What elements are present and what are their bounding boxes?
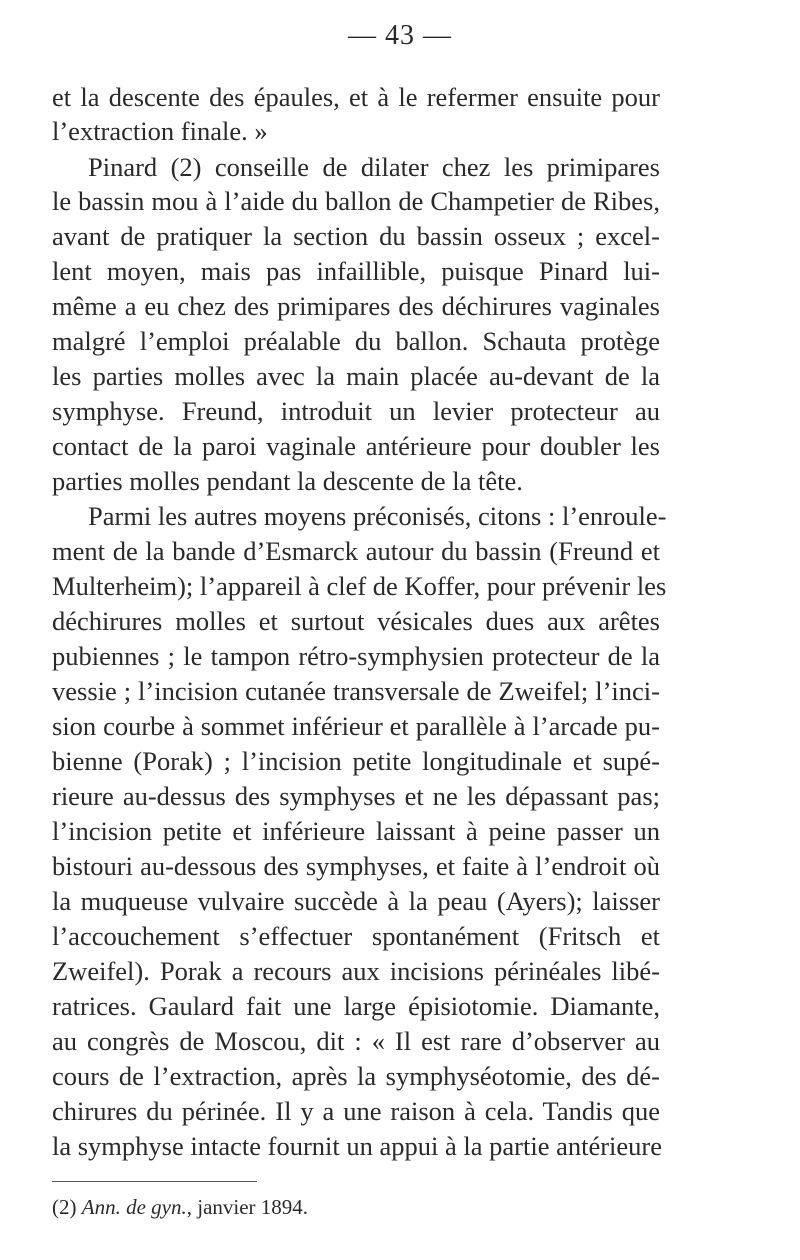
footnote-source: Ann. de gyn. xyxy=(81,1195,187,1219)
text-line: déchirures molles et surtout vésicales dues aux arêtes xyxy=(52,606,660,636)
text-line: Parmi les autres moyens préconisés, citons : l’enroule- xyxy=(88,501,667,531)
text-line: et la descente des épaules, et à le refermer ensuite pour xyxy=(52,82,660,112)
text-line: contact de la paroi vaginale antérieure pour doubler les xyxy=(52,431,660,461)
text-line: sion courbe à sommet inférieur et parallèle à l’arcade pu- xyxy=(52,711,660,741)
text-line: bienne (Porak) ; l’incision petite longitudinale et supé- xyxy=(52,746,660,776)
text-line: symphyse. Freund, introduit un levier protecteur au xyxy=(52,396,660,426)
text-line: la symphyse intacte fournit un appui à la partie antérieure xyxy=(52,1131,663,1161)
text-line: malgré l’emploi préalable du ballon. Schauta protège xyxy=(52,326,660,356)
text-line: ratrices. Gaulard fait une large épisiotomie. Diamante, xyxy=(52,991,660,1021)
footnote xyxy=(52,1193,308,1221)
text-line: cours de l’extraction, après la symphyséotomie, des dé- xyxy=(52,1061,660,1091)
text-line: les parties molles avec la main placée au-devant de la xyxy=(52,361,660,391)
page-number: — 43 — xyxy=(348,20,452,51)
text-line: chirures du périnée. Il y a une raison à cela. Tandis que xyxy=(52,1096,660,1126)
text-line: lent moyen, mais pas infaillible, puisque Pinard lui- xyxy=(52,256,660,286)
text-line: la muqueuse vulvaire succède à la peau (Ayers); laisser xyxy=(52,886,660,916)
text-line: l’extraction finale. » xyxy=(52,116,268,146)
text-line: rieure au-dessus des symphyses et ne les dépassant pas; xyxy=(52,781,660,811)
text-line: l’incision petite et inférieure laissant à peine passer un xyxy=(52,816,660,846)
text-line: bistouri au-dessous des symphyses, et faite à l’endroit où xyxy=(52,851,660,881)
footnote-divider xyxy=(52,1181,257,1182)
text-line: même a eu chez des primipares des déchirures vaginales xyxy=(52,291,660,321)
text-line: vessie ; l’incision cutanée transversale de Zweifel; l’inci- xyxy=(52,676,660,706)
text-line: Pinard (2) conseille de dilater chez les primipares xyxy=(88,152,660,182)
text-line: l’accouchement s’effectuer spontanément (Fritsch et xyxy=(52,921,660,951)
text-line: ment de la bande d’Esmarck autour du bassin (Freund et xyxy=(52,536,660,566)
text-line: avant de pratiquer la section du bassin osseux ; excel- xyxy=(52,221,660,251)
text-line: parties molles pendant la descente de la tête. xyxy=(52,466,523,496)
text-line: le bassin mou à l’aide du ballon de Champetier de Ribes, xyxy=(52,186,660,216)
text-line: pubiennes ; le tampon rétro-symphysien protecteur de la xyxy=(52,641,660,671)
footnote-rest: , janvier 1894. xyxy=(186,1195,309,1219)
footnote-marker: (2) xyxy=(52,1195,77,1219)
text-line: au congrès de Moscou, dit : « Il est rare d’observer au xyxy=(52,1026,660,1056)
text-line: Zweifel). Porak a recours aux incisions périnéales libé- xyxy=(52,956,660,986)
text-line: Multerheim); l’appareil à clef de Koffer, pour prévenir les xyxy=(52,571,667,601)
